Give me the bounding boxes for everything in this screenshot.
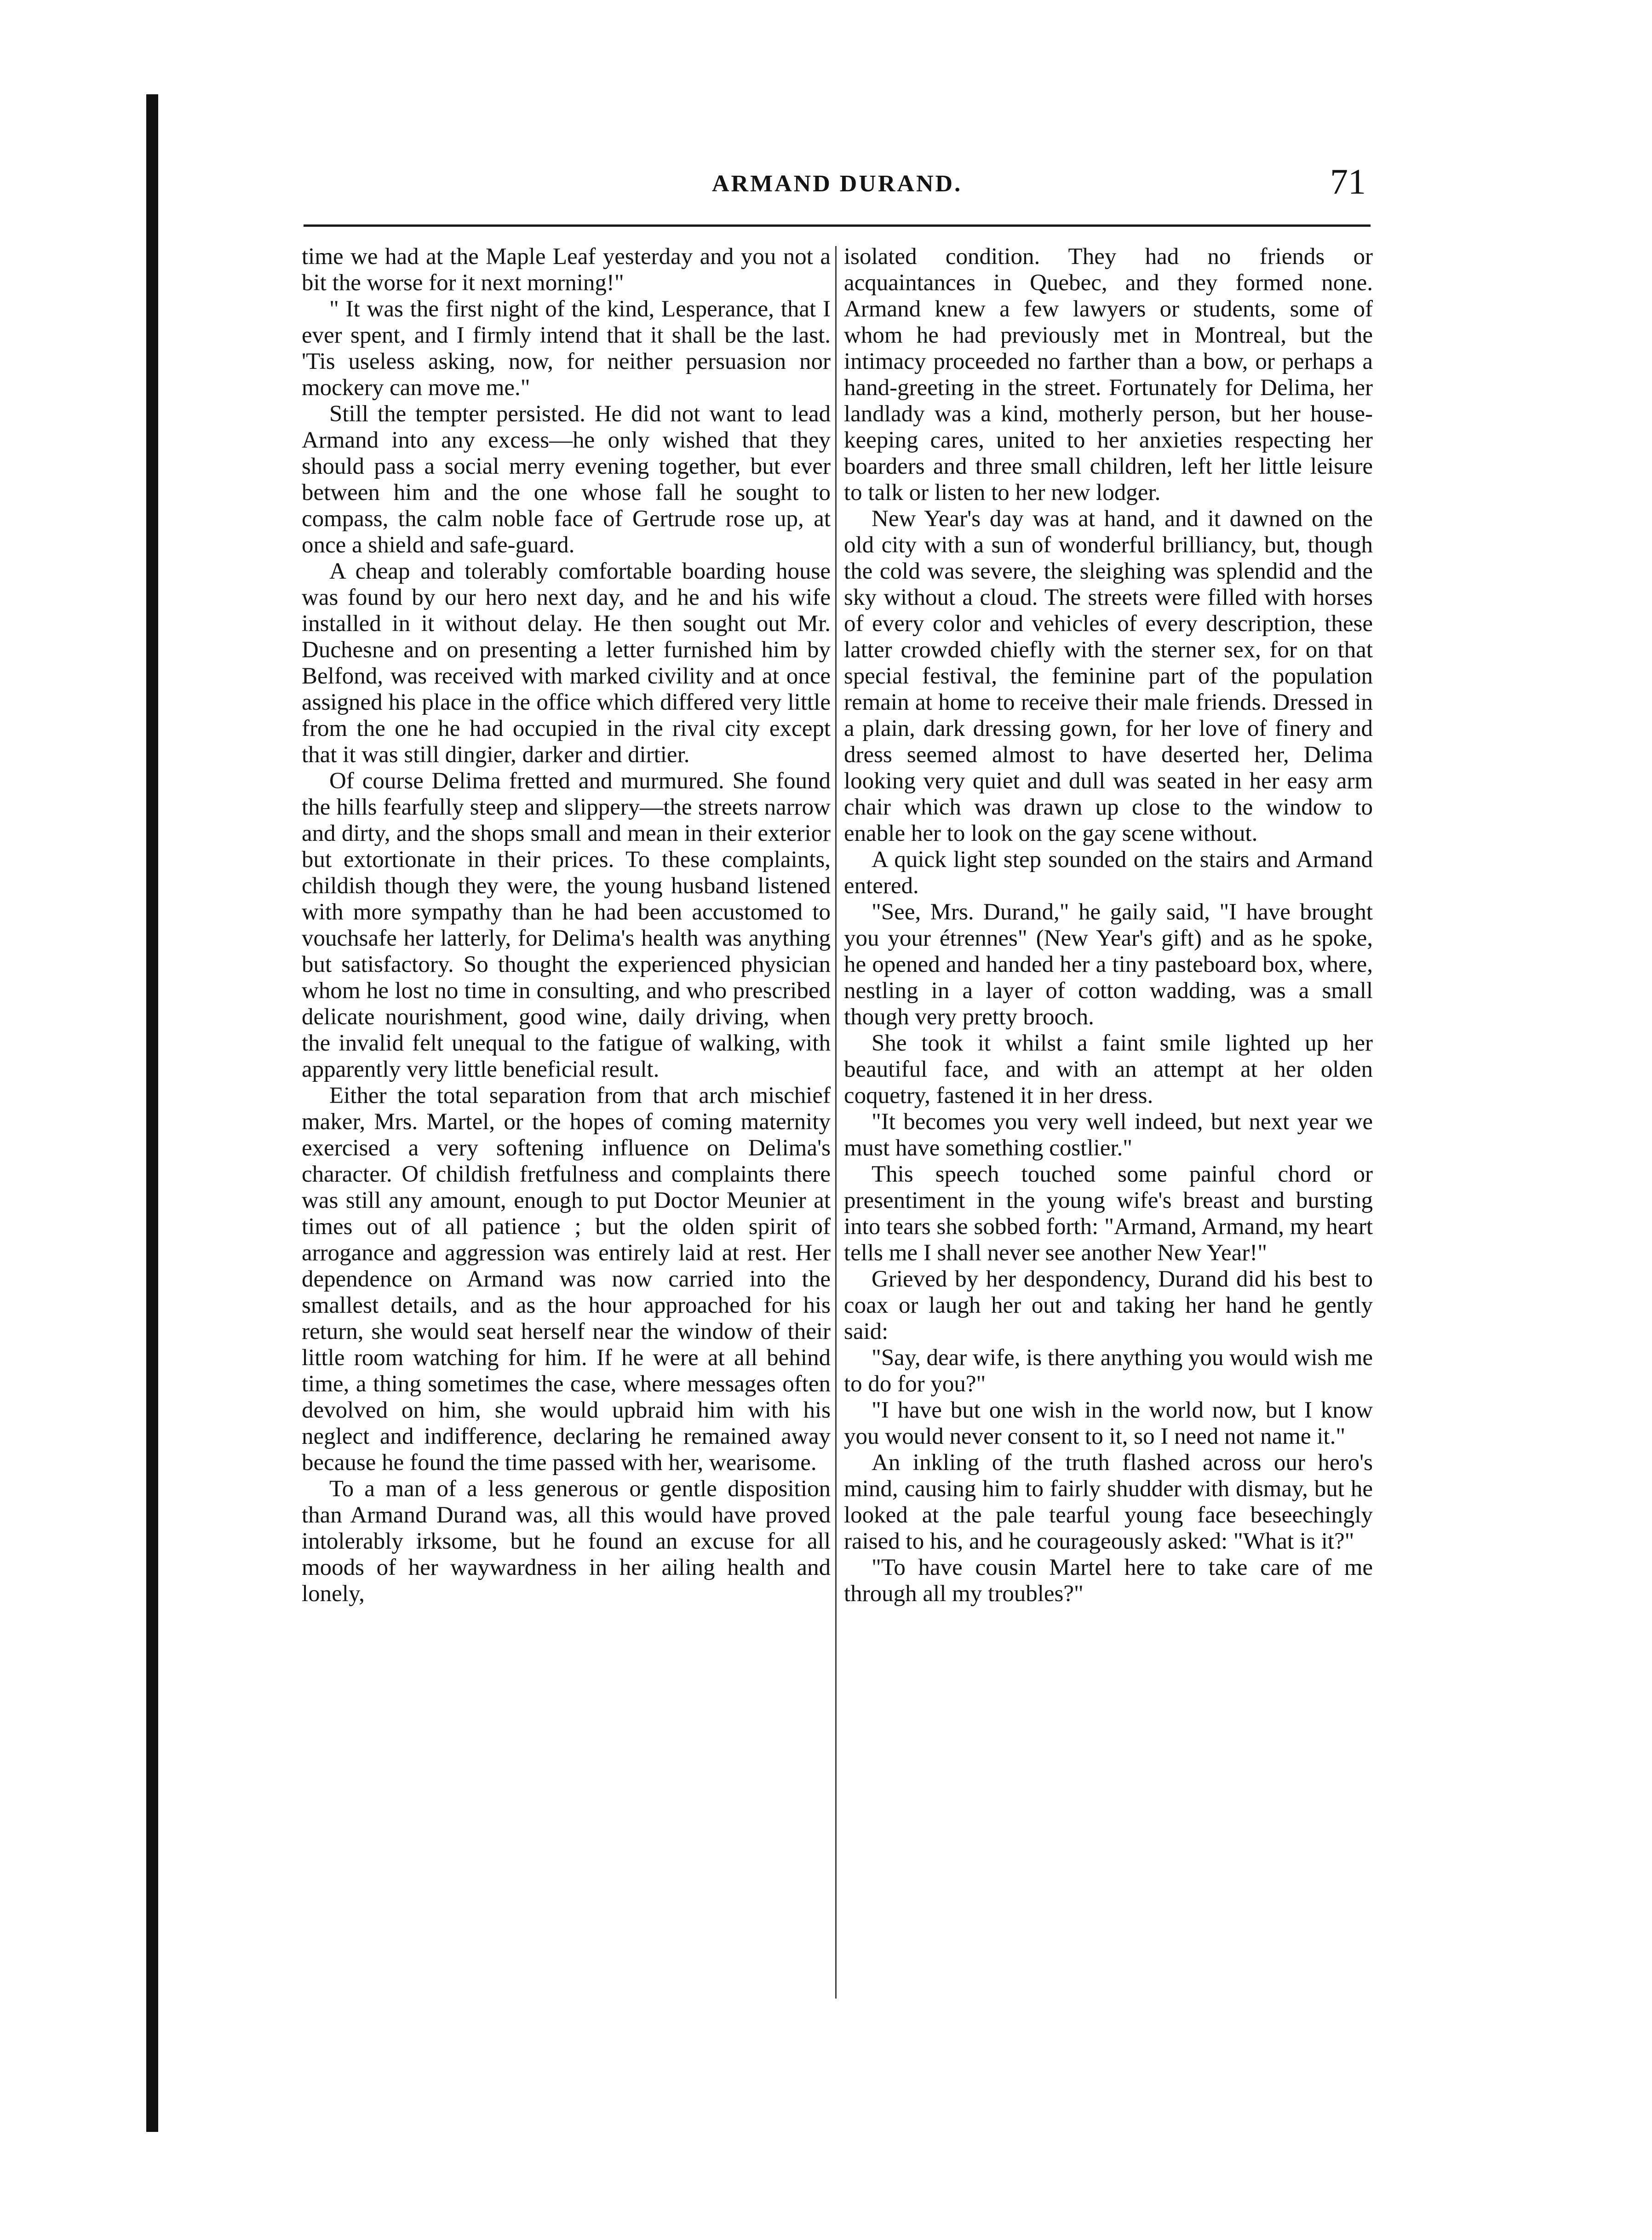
paragraph: "It becomes you very well indeed, but next year we must have something costlier." [844,1109,1373,1161]
column-divider [835,246,837,1999]
paragraph: Grieved by her despondency, Durand did his best to coax or laugh her out and taking her hand he gently said: [844,1266,1373,1344]
paragraph: "To have cousin Martel here to take care of me through all my troubles?" [844,1555,1373,1607]
paragraph: To a man of a less generous or gentle disposition than Armand Durand was, all this would have proved intolerably irksome, but he found an excuse for all moods of her waywardness in her ailing health and lonely, [302,1476,831,1607]
header-rule [304,224,1371,227]
paragraph: "I have but one wish in the world now, but I know you would never consent to it, so I need not name it." [844,1397,1373,1449]
paragraph: Of course Delima fretted and murmured. She found the hills fearfully steep and slippery—the streets narrow and dirty, and the shops small and mean in their exterior but extortionate in their prices. To these complaints, childish though they were, the young husband listened with more sympathy than he had been accustomed to vouchsafe her latterly, for Delima's health was anything but satisfactory. So thought the experienced physician whom he lost no time in consulting, and who prescribed delicate nourishment, good wine, daily driving, when the invalid felt unequal to the fatigue of walking, with apparently very little beneficial result. [302,768,831,1082]
paragraph: time we had at the Maple Leaf yesterday and you not a bit the worse for it next morning!" [302,244,831,296]
page-header [304,156,1371,212]
left-column [302,244,831,1607]
paragraph: " It was the first night of the kind, Lesperance, that I ever spent, and I firmly intend that it shall be the last. 'Tis useless asking, now, for neither persuasion nor mockery can move me." [302,296,831,401]
paragraph: "See, Mrs. Durand," he gaily said, "I have brought you your étrennes" (New Year's gift) and as he spoke, he opened and handed her a tiny pasteboard box, where, nestling in a layer of cotton wadding, was a small though very pretty brooch. [844,899,1373,1030]
paragraph: New Year's day was at hand, and it dawned on the old city with a sun of wonderful brilliancy, but, though the cold was severe, the sleighing was splendid and the sky without a cloud. The streets were filled with horses of every color and vehicles of every description, these latter crowded chiefly with the sterner sex, for on that special festival, the feminine part of the population remain at home to receive their male friends. Dressed in a plain, dark dressing gown, for her love of finery and dress seemed almost to have deserted her, Delima looking very quiet and dull was seated in her easy arm chair which was drawn up close to the window to enable her to look on the gay scene without. [844,506,1373,846]
paragraph: "Say, dear wife, is there anything you would wish me to do for you?" [844,1345,1373,1397]
paragraph: Either the total separation from that arch mischief maker, Mrs. Martel, or the hopes of coming maternity exercised a very softening influence on Delima's character. Of childish fretfulness and complaints there was still any amount, enough to put Doctor Meunier at times out of all patience ; but the olden spirit of arrogance and aggression was entirely laid at rest. Her dependence on Armand was now carried into the smallest details, and as the hour approached for his return, she would seat herself near the window of their little room watching for him. If he were at all behind time, a thing sometimes the case, where messages often devolved on him, she would upbraid him with his neglect and indifference, declaring he remained away because he found the time passed with her, wearisome. [302,1083,831,1476]
page-number: 71 [1330,161,1366,201]
paragraph: This speech touched some painful chord or presentiment in the young wife's breast and bursting into tears she sobbed forth: "Armand, Armand, my heart tells me I shall never see another New Year!" [844,1161,1373,1266]
page-binding-edge [146,94,158,2132]
paragraph: An inkling of the truth flashed across our hero's mind, causing him to fairly shudder with dismay, but he looked at the pale tearful young face beseechingly raised to his, and he courageously asked: "What is it?" [844,1450,1373,1554]
right-column [844,244,1373,1607]
paragraph: isolated condition. They had no friends or acquaintances in Quebec, and they formed none. Armand knew a few lawyers or students, some of whom he had previously met in Montreal, but the intimacy proceeded no farther than a bow, or perhaps a hand-greeting in the street. Fortunately for Delima, her landlady was a kind, motherly person, but her house-keeping cares, united to her anxieties respecting her boarders and three small children, left her little leisure to talk or listen to her new lodger. [844,244,1373,505]
paragraph: A quick light step sounded on the stairs and Armand entered. [844,847,1373,899]
paragraph: She took it whilst a faint smile lighted up her beautiful face, and with an attempt at her olden coquetry, fastened it in her dress. [844,1030,1373,1109]
paragraph: Still the tempter persisted. He did not want to lead Armand into any excess—he only wished that they should pass a social merry evening together, but ever between him and the one whose fall he sought to compass, the calm noble face of Gertrude rose up, at once a shield and safe-guard. [302,401,831,558]
running-title: ARMAND DURAND. [711,171,963,197]
paragraph: A cheap and tolerably comfortable boarding house was found by our hero next day, and he and his wife installed in it without delay. He then sought out Mr. Duchesne and on presenting a letter furnished him by Belfond, was received with marked civility and at once assigned his place in the office which differed very little from the one he had occupied in the rival city except that it was still dingier, darker and dirtier. [302,558,831,768]
